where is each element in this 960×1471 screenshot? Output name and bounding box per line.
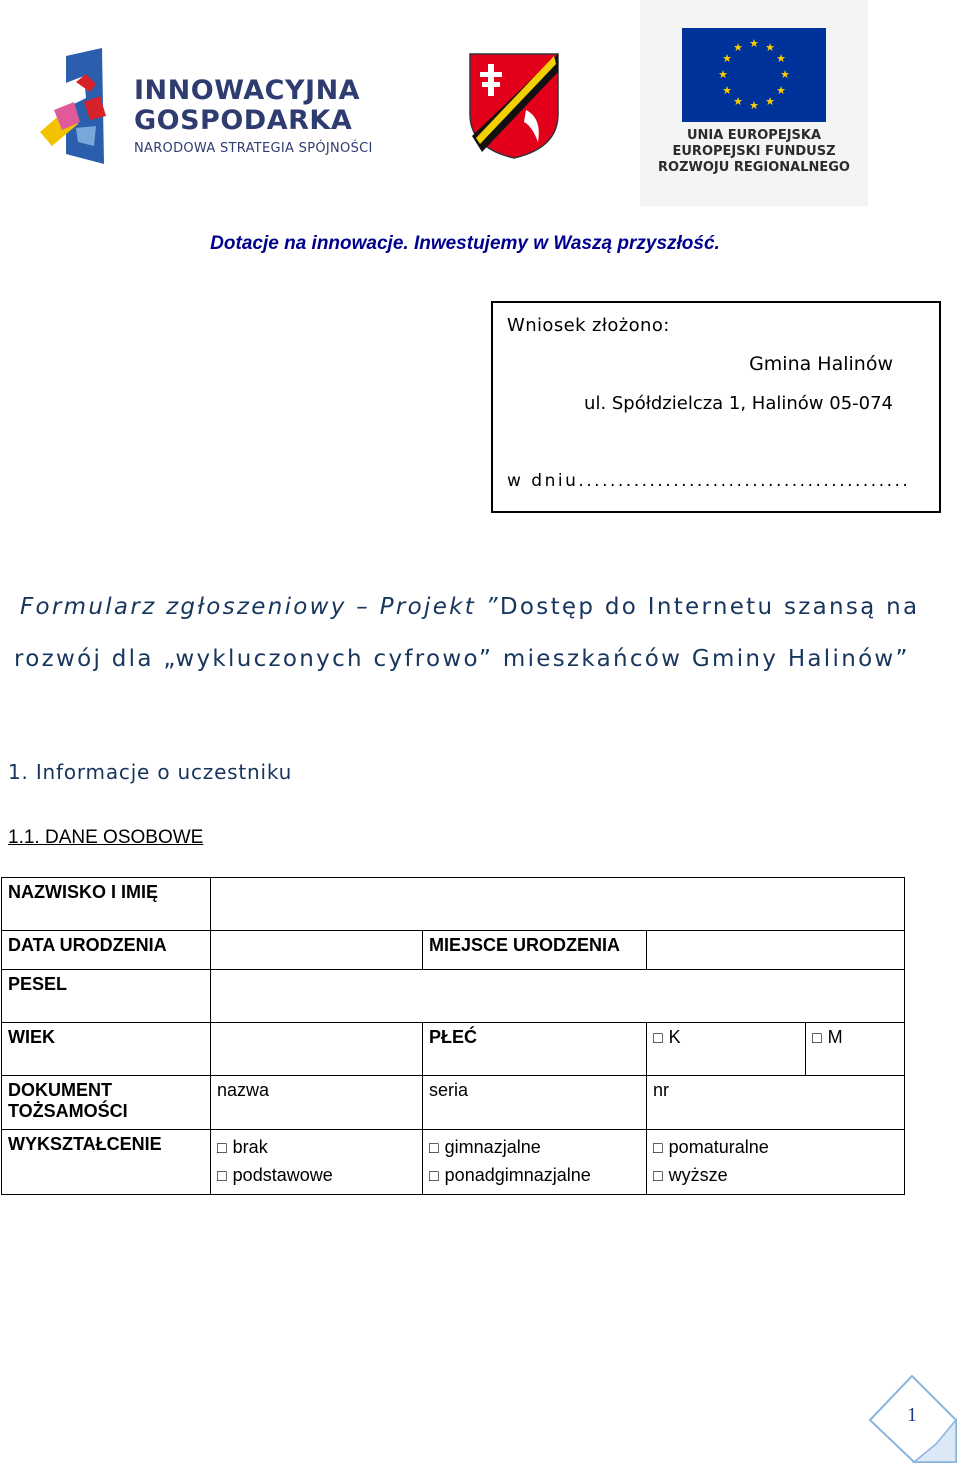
age-field[interactable] [211,1023,423,1076]
office-name: Gmina Halinów [749,353,893,375]
svg-text:★: ★ [776,52,786,65]
id-name-label: nazwa [217,1080,270,1100]
sex-k-label: □ K [653,1027,681,1047]
submission-box [491,301,941,513]
title-line2: rozwój dla „wykluczonych cyfrowo” mieszkańców Gminy Halinów” [14,646,910,672]
birth-date-field[interactable] [211,931,423,970]
office-address: ul. Spółdzielcza 1, Halinów 05-074 [584,393,893,414]
education-col-1 [211,1130,423,1195]
svg-text:★: ★ [733,95,743,108]
birth-date-label: DATA URODZENIA [2,931,211,970]
eu-logo [640,0,868,206]
id-name-field[interactable] [211,1076,423,1130]
page-number: 1 [907,1404,917,1426]
education-option-podstawowe[interactable]: □ podstawowe [217,1162,416,1190]
education-option-brak[interactable]: □ brak [217,1134,416,1162]
pesel-field[interactable] [211,970,905,1023]
eu-flag-icon [682,28,826,122]
svg-text:★: ★ [722,52,732,65]
education-option-pomaturalne[interactable]: □ pomaturalne [653,1134,898,1162]
section-heading: 1. Informacje o uczestniku [8,760,293,784]
svg-text:★: ★ [765,41,775,54]
title-part1: Formularz zgłoszeniowy – Projekt ” [20,594,500,620]
svg-text:★: ★ [749,99,759,112]
id-series-field[interactable] [423,1076,647,1130]
sex-m-label: □ M [812,1027,843,1047]
page-number-badge [866,1372,958,1466]
sex-m-checkbox[interactable] [806,1023,905,1076]
svg-text:★: ★ [780,68,790,81]
education-option-wyzsze[interactable]: □ wyższe [653,1162,898,1190]
svg-text:★: ★ [749,37,759,50]
education-col-3 [647,1130,905,1195]
id-number-label: nr [653,1080,670,1100]
pesel-label: PESEL [2,970,211,1023]
svg-text:★: ★ [718,68,728,81]
education-label: WYKSZTAŁCENIE [2,1130,211,1195]
id-number-field[interactable] [647,1076,905,1130]
submission-date[interactable]: w dniu.......................................... [507,471,911,491]
education-option-ponadgimnazjalne[interactable]: □ ponadgimnazjalne [429,1162,640,1190]
halinow-coat-of-arms-icon [468,52,560,160]
innowacyjna-text: INNOWACYJNA GOSPODARKA NARODOWA STRATEGIA SPÓJNOŚCI [134,75,373,156]
svg-text:★: ★ [733,41,743,54]
eu-text: UNIA EUROPEJSKA EUROPEJSKI FUNDUSZ ROZWOJU REGIONALNEGO [658,128,850,175]
subsection-heading: 1.1. DANE OSOBOWE [8,827,204,848]
name-label: NAZWISKO I IMIĘ [2,878,211,931]
svg-text:★: ★ [776,84,786,97]
birth-place-field[interactable] [647,931,905,970]
id-series-label: seria [429,1080,469,1100]
personal-data-table [1,877,905,1195]
submission-label: Wniosek złożono: [507,315,670,336]
education-col-2 [423,1130,647,1195]
motto: Dotacje na innowacje. Inwestujemy w Waszą przyszłość. [210,233,720,254]
svg-text:★: ★ [765,95,775,108]
svg-text:★: ★ [722,84,732,97]
education-option-gimnazjalne[interactable]: □ gimnazjalne [429,1134,640,1162]
title-part2: Dostęp do Internetu szansą na [499,594,920,620]
sex-label: PŁEĆ [423,1023,647,1076]
innowacyjna-emblem-icon [36,46,116,166]
name-field[interactable] [211,878,905,931]
id-document-label: DOKUMENT TOŻSAMOŚCI [2,1076,211,1130]
age-label: WIEK [2,1023,211,1076]
innowacyjna-gospodarka-logo [36,46,396,166]
birth-place-label: MIEJSCE URODZENIA [423,931,647,970]
sex-k-checkbox[interactable] [647,1023,806,1076]
